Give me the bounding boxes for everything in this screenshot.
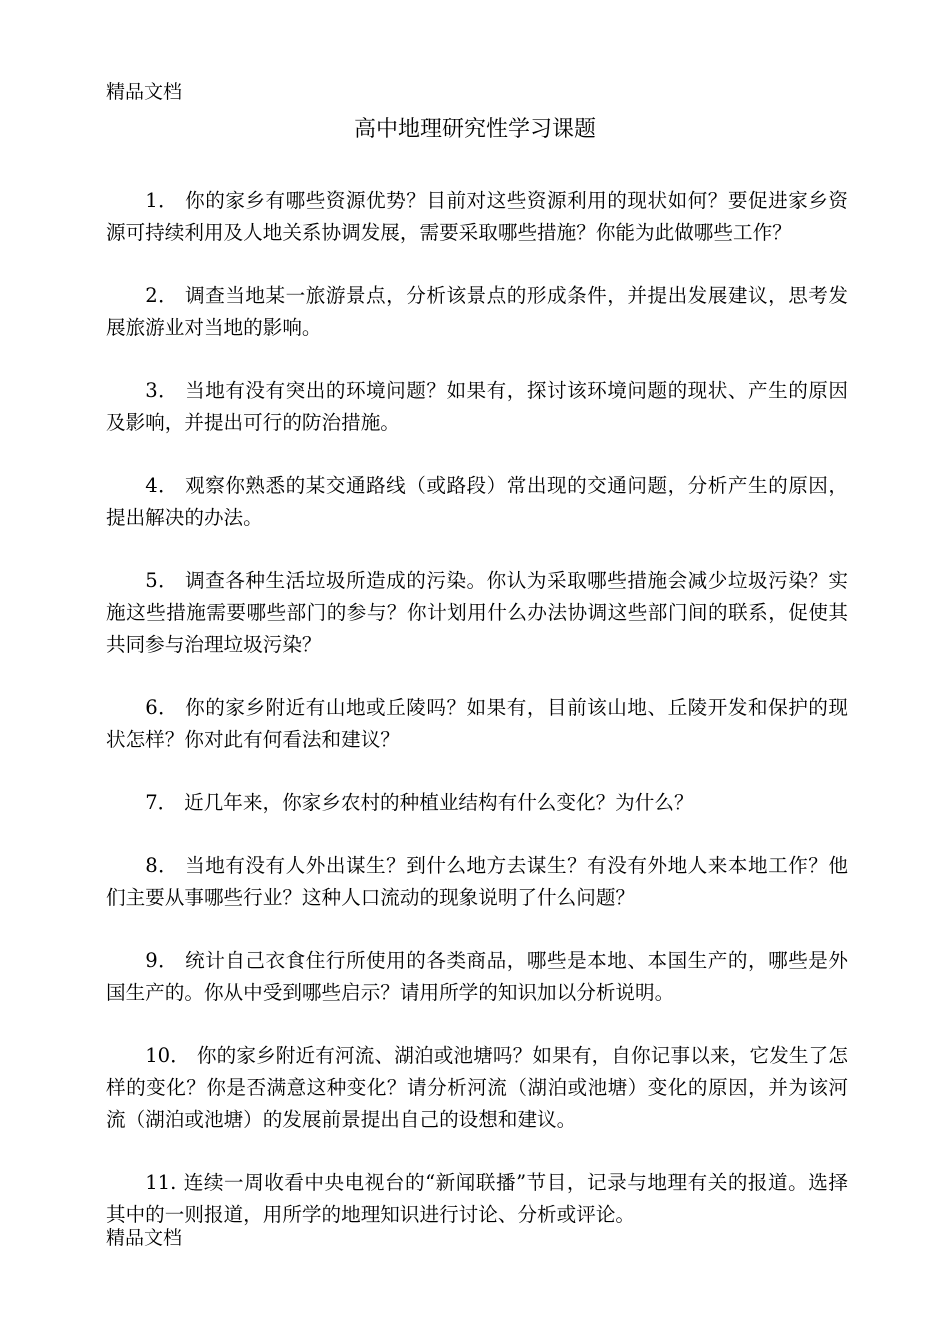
header-watermark-label: 精品文档 (106, 81, 183, 103)
item-number: 9． (145, 949, 179, 972)
topic-list (106, 185, 848, 1262)
document-title: 高中地理研究性学习课题 (353, 117, 596, 142)
item-text: 当地有没有突出的环境问题？如果有，探讨该环境问题的现状、产生的原因及影响，并提出可行的防治措施。 (106, 379, 848, 434)
item-number: 5． (145, 569, 179, 592)
item-text: 你的家乡附近有山地或丘陵吗？如果有，目前该山地、丘陵开发和保护的现状怎样？你对此有何看法和建议？ (106, 696, 848, 751)
item-number: 7． (145, 791, 178, 814)
list-item-11 (106, 1167, 848, 1231)
item-number: 6． (145, 696, 179, 719)
item-text: 连续一周收看中央电视台的“新闻联播”节目，记录与地理有关的报道。选择其中的一则报道，用所学的地理知识进行讨论、分析或评论。 (106, 1171, 848, 1226)
list-item-3 (106, 375, 848, 439)
item-number: 11. (145, 1171, 177, 1194)
list-item-5 (106, 565, 848, 661)
footer-watermark-label: 精品文档 (106, 1227, 183, 1249)
item-text: 近几年来，你家乡农村的种植业结构有什么变化？为什么？ (184, 791, 694, 814)
item-number: 8． (145, 854, 179, 877)
list-item-8 (106, 850, 848, 914)
list-item-4 (106, 470, 848, 534)
item-text: 当地有没有人外出谋生？到什么地方去谋生？有没有外地人来本地工作？他们主要从事哪些行业？这种人口流动的现象说明了什么问题？ (106, 854, 848, 909)
item-number: 4． (145, 474, 179, 497)
list-item-6 (106, 692, 848, 756)
list-item-2 (106, 280, 848, 344)
item-text: 调查各种生活垃圾所造成的污染。你认为采取哪些措施会减少垃圾污染？实施这些措施需要哪些部门的参与？你计划用什么办法协调这些部门间的联系，促使其共同参与治理垃圾污染？ (106, 569, 848, 656)
item-number: 3． (145, 379, 179, 402)
list-item-9 (106, 945, 848, 1009)
item-number: 2． (145, 284, 179, 307)
item-number: 10． (145, 1044, 190, 1067)
item-text: 观察你熟悉的某交通路线（或路段）常出现的交通问题，分析产生的原因，提出解决的办法。 (106, 474, 848, 529)
item-number: 1． (145, 189, 179, 212)
list-item-1 (106, 185, 848, 249)
list-item-10 (106, 1040, 848, 1136)
item-text: 调查当地某一旅游景点，分析该景点的形成条件，并提出发展建议，思考发展旅游业对当地的影响。 (106, 284, 848, 339)
item-text: 你的家乡有哪些资源优势？目前对这些资源利用的现状如何？要促进家乡资源可持续利用及人地关系协调发展，需要采取哪些措施？你能为此做哪些工作？ (106, 189, 848, 244)
item-text: 你的家乡附近有河流、湖泊或池塘吗？如果有，自你记事以来，它发生了怎样的变化？你是否满意这种变化？请分析河流（湖泊或池塘）变化的原因，并为该河流（湖泊或池塘）的发展前景提出自己的设想和建议。 (106, 1044, 848, 1131)
list-item-7 (106, 787, 848, 819)
item-text: 统计自己衣食住行所使用的各类商品，哪些是本地、本国生产的，哪些是外国生产的。你从中受到哪些启示？请用所学的知识加以分析说明。 (106, 949, 848, 1004)
